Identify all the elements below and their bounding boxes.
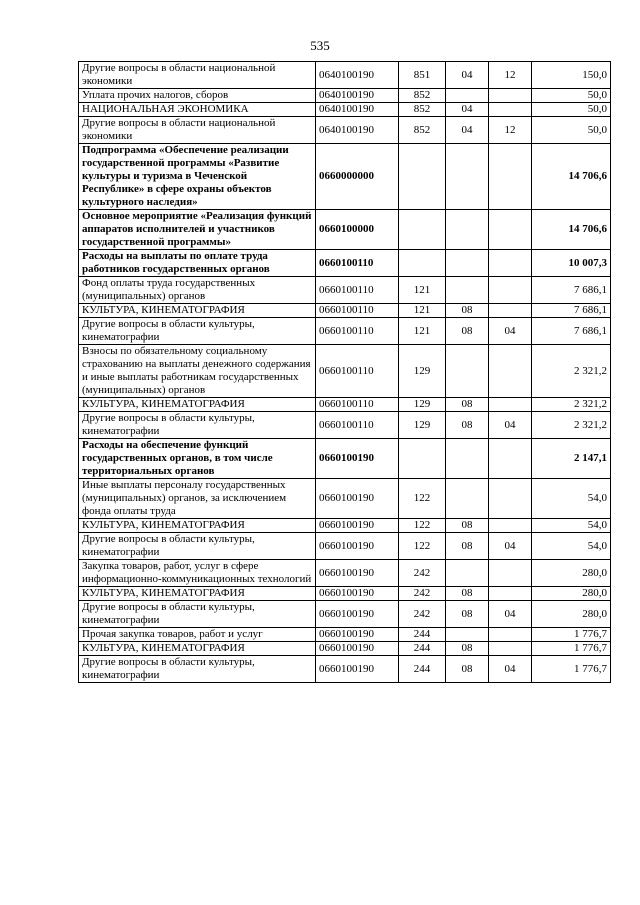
table-row [79,656,611,683]
row-name-cell: Другие вопросы в области культуры, кинематографии [79,412,316,439]
row-rz-cell: 08 [446,398,489,412]
row-vr-cell [399,439,446,479]
row-amount-cell: 280,0 [532,587,611,601]
table-row [79,318,611,345]
table-row [79,479,611,519]
row-code-cell: 0660100190 [316,439,399,479]
row-vr-cell: 852 [399,117,446,144]
row-rz-cell: 08 [446,304,489,318]
row-vr-cell: 122 [399,479,446,519]
row-code-cell: 0660100190 [316,656,399,683]
row-amount-cell: 280,0 [532,560,611,587]
row-amount-cell: 2 321,2 [532,398,611,412]
row-code-cell: 0660100190 [316,533,399,560]
row-code-cell: 0660100190 [316,642,399,656]
row-pr-cell [489,304,532,318]
row-rz-cell: 08 [446,642,489,656]
row-code-cell: 0660100190 [316,628,399,642]
row-rz-cell: 04 [446,103,489,117]
row-rz-cell: 08 [446,601,489,628]
row-rz-cell [446,250,489,277]
table-row [79,560,611,587]
row-code-cell: 0640100190 [316,89,399,103]
row-rz-cell: 04 [446,62,489,89]
row-amount-cell: 54,0 [532,479,611,519]
row-name-cell: КУЛЬТУРА, КИНЕМАТОГРАФИЯ [79,519,316,533]
row-rz-cell: 08 [446,533,489,560]
row-vr-cell [399,144,446,210]
table-row [79,62,611,89]
row-rz-cell: 04 [446,117,489,144]
table-row [79,519,611,533]
row-rz-cell: 08 [446,656,489,683]
row-pr-cell [489,398,532,412]
row-name-cell: Расходы на обеспечение функций государственных органов, в том числе территориальных органов [79,439,316,479]
row-pr-cell [489,439,532,479]
row-code-cell: 0640100190 [316,117,399,144]
row-code-cell: 0660100110 [316,250,399,277]
row-vr-cell: 129 [399,398,446,412]
row-vr-cell: 852 [399,89,446,103]
row-amount-cell: 1 776,7 [532,642,611,656]
row-vr-cell: 852 [399,103,446,117]
row-rz-cell [446,144,489,210]
row-pr-cell [489,89,532,103]
row-rz-cell: 08 [446,587,489,601]
row-vr-cell [399,250,446,277]
row-rz-cell [446,210,489,250]
row-name-cell: Другие вопросы в области культуры, кинематографии [79,533,316,560]
row-name-cell: КУЛЬТУРА, КИНЕМАТОГРАФИЯ [79,642,316,656]
row-name-cell: НАЦИОНАЛЬНАЯ ЭКОНОМИКА [79,103,316,117]
row-vr-cell: 129 [399,345,446,398]
row-amount-cell: 2 321,2 [532,412,611,439]
row-amount-cell: 1 776,7 [532,628,611,642]
table-row [79,144,611,210]
table-row [79,412,611,439]
row-amount-cell: 7 686,1 [532,318,611,345]
row-name-cell: КУЛЬТУРА, КИНЕМАТОГРАФИЯ [79,304,316,318]
row-pr-cell: 04 [489,601,532,628]
row-vr-cell: 242 [399,560,446,587]
row-pr-cell [489,642,532,656]
row-pr-cell [489,479,532,519]
row-amount-cell: 10 007,3 [532,250,611,277]
row-rz-cell [446,628,489,642]
row-pr-cell [489,560,532,587]
row-pr-cell [489,519,532,533]
row-code-cell: 0660100190 [316,587,399,601]
row-rz-cell [446,277,489,304]
row-code-cell: 0640100190 [316,103,399,117]
row-vr-cell [399,210,446,250]
row-name-cell: Прочая закупка товаров, работ и услуг [79,628,316,642]
row-name-cell: Иные выплаты персоналу государственных (муниципальных) органов, за исключением фонда оплаты труда [79,479,316,519]
table-row [79,210,611,250]
row-name-cell: Другие вопросы в области национальной экономики [79,117,316,144]
table-row [79,642,611,656]
row-amount-cell: 2 321,2 [532,345,611,398]
row-pr-cell: 04 [489,412,532,439]
row-amount-cell: 7 686,1 [532,304,611,318]
table-row [79,103,611,117]
row-name-cell: КУЛЬТУРА, КИНЕМАТОГРАФИЯ [79,587,316,601]
row-vr-cell: 122 [399,533,446,560]
row-rz-cell [446,89,489,103]
row-code-cell: 0660100110 [316,345,399,398]
row-amount-cell: 50,0 [532,89,611,103]
row-amount-cell: 54,0 [532,519,611,533]
row-rz-cell [446,479,489,519]
row-name-cell: Другие вопросы в области культуры, кинематографии [79,318,316,345]
row-name-cell: Подпрограмма «Обеспечение реализации государственной программы «Развитие культуры и туризма в Чеченской Республике» в сфере охраны объектов культурного наследия» [79,144,316,210]
row-pr-cell [489,250,532,277]
row-name-cell: Расходы на выплаты по оплате труда работников государственных органов [79,250,316,277]
row-vr-cell: 851 [399,62,446,89]
row-vr-cell: 129 [399,412,446,439]
row-vr-cell: 121 [399,277,446,304]
budget-table [78,61,611,683]
row-code-cell: 0660100190 [316,560,399,587]
row-amount-cell: 50,0 [532,103,611,117]
row-rz-cell [446,560,489,587]
table-row [79,439,611,479]
table-body [79,62,611,683]
table-row [79,345,611,398]
row-pr-cell [489,144,532,210]
row-rz-cell: 08 [446,519,489,533]
row-code-cell: 0640100190 [316,62,399,89]
row-code-cell: 0660000000 [316,144,399,210]
row-amount-cell: 54,0 [532,533,611,560]
table-row [79,587,611,601]
row-amount-cell: 7 686,1 [532,277,611,304]
row-amount-cell: 50,0 [532,117,611,144]
page-number: 535 [310,38,330,53]
table-row [79,117,611,144]
table-row [79,398,611,412]
row-vr-cell: 122 [399,519,446,533]
row-pr-cell [489,277,532,304]
row-name-cell: Другие вопросы в области культуры, кинематографии [79,656,316,683]
row-code-cell: 0660100190 [316,601,399,628]
row-code-cell: 0660100110 [316,398,399,412]
table-row [79,89,611,103]
row-pr-cell: 04 [489,318,532,345]
row-vr-cell: 121 [399,304,446,318]
table-row [79,533,611,560]
row-amount-cell: 1 776,7 [532,656,611,683]
row-vr-cell: 121 [399,318,446,345]
row-pr-cell [489,587,532,601]
row-pr-cell: 04 [489,533,532,560]
row-vr-cell: 244 [399,656,446,683]
table-row [79,601,611,628]
row-name-cell: Другие вопросы в области культуры, кинематографии [79,601,316,628]
row-pr-cell: 12 [489,62,532,89]
row-name-cell: Закупка товаров, работ, услуг в сфере информационно-коммуникационных технологий [79,560,316,587]
row-pr-cell [489,210,532,250]
row-rz-cell: 08 [446,412,489,439]
row-name-cell: Основное мероприятие «Реализация функций аппаратов исполнителей и участников государственной программы» [79,210,316,250]
row-pr-cell: 04 [489,656,532,683]
row-amount-cell: 14 706,6 [532,144,611,210]
row-name-cell: Взносы по обязательному социальному страхованию на выплаты денежного содержания и иные выплаты работникам государственных (муниципальных) органов [79,345,316,398]
table-row [79,304,611,318]
row-code-cell: 0660100190 [316,519,399,533]
row-name-cell: Другие вопросы в области национальной экономики [79,62,316,89]
row-pr-cell [489,628,532,642]
row-vr-cell: 242 [399,587,446,601]
table-row [79,250,611,277]
row-rz-cell: 08 [446,318,489,345]
row-name-cell: Фонд оплаты труда государственных (муниципальных) органов [79,277,316,304]
row-code-cell: 0660100110 [316,318,399,345]
row-code-cell: 0660100110 [316,412,399,439]
row-code-cell: 0660100000 [316,210,399,250]
row-code-cell: 0660100110 [316,277,399,304]
row-amount-cell: 2 147,1 [532,439,611,479]
row-amount-cell: 150,0 [532,62,611,89]
row-name-cell: КУЛЬТУРА, КИНЕМАТОГРАФИЯ [79,398,316,412]
row-vr-cell: 244 [399,642,446,656]
row-rz-cell [446,345,489,398]
table-row [79,277,611,304]
row-pr-cell [489,103,532,117]
row-vr-cell: 244 [399,628,446,642]
row-code-cell: 0660100190 [316,479,399,519]
row-amount-cell: 280,0 [532,601,611,628]
row-name-cell: Уплата прочих налогов, сборов [79,89,316,103]
row-amount-cell: 14 706,6 [532,210,611,250]
row-rz-cell [446,439,489,479]
row-pr-cell: 12 [489,117,532,144]
row-pr-cell [489,345,532,398]
row-vr-cell: 242 [399,601,446,628]
table-row [79,628,611,642]
row-code-cell: 0660100110 [316,304,399,318]
